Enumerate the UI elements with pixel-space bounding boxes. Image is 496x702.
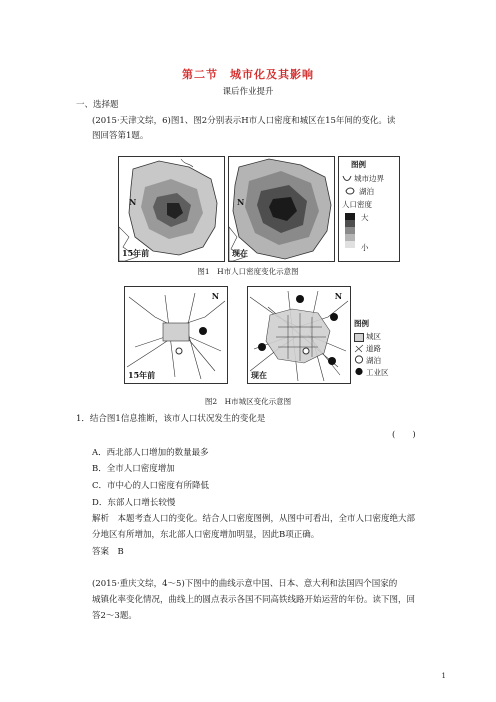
next-intro-line-3: 答2～3题。 [92,611,137,621]
legend-lake: 湖泊 [359,187,374,196]
lake-icon [345,187,355,195]
density-map-now-graphic [229,157,334,261]
page-subtitle: 课后作业提升 [222,87,274,97]
urban-area-icon [354,333,364,342]
answer-line: 答案 B [92,547,124,557]
urban-map-now-graphic [248,287,350,383]
industrial-area-icon [354,367,364,376]
page-title: 第二节 城市化及其影响 [182,68,314,81]
section-heading: 一、选择题 [76,100,119,110]
question-1-stem: 1．结合图1信息推断，该市人口状况发生的变化是 [76,414,266,424]
density-scale-icon [345,213,355,249]
figure2-now-label: 现在 [251,370,267,380]
answer-blank: ( ) [392,430,416,440]
page-number: 1 [441,672,446,680]
figure1-legend [338,156,400,262]
legend-low: 小 [361,243,369,252]
next-intro-line-2: 城镇化率变化情况，曲线上的圆点表示各国不同高铁线路开始运营的年份。读下图，回 [92,595,416,605]
figure1-map-now [228,156,335,262]
figure2-map-before [124,286,228,384]
option-a: A．西北部人口增加的数量最多 [92,448,209,458]
legend-urban: 城区 [366,332,381,341]
legend-high: 大 [361,213,369,222]
figure2-map-now [247,286,351,384]
north-arrow-icon: N [211,291,219,301]
lake-icon [354,355,364,364]
figure1-now-label: 现在 [232,248,248,258]
density-map-before-graphic [119,157,224,261]
legend-border: 城市边界 [354,174,384,183]
legend-lake: 湖泊 [366,356,381,365]
figure1-map-before [118,156,225,262]
border-line-icon [342,174,352,182]
option-b: B．全市人口密度增加 [92,464,175,474]
legend-density-title: 人口密度 [342,200,372,209]
next-intro-line-1: (2015·重庆文综，4～5)下图中的曲线示意中国、日本、意大利和法国四个国家的 [92,579,398,589]
figure2-before-label: 15年前 [128,370,156,380]
legend-title: 图例 [354,319,369,328]
analysis-line-1: 解析 本题考查人口的变化。结合人口密度图例，从图中可看出，全市人口密度绝大部 [92,514,416,524]
legend-industry: 工业区 [366,368,389,377]
legend-road: 道路 [366,344,381,353]
figure2-caption: 图2 H市城区变化示意图 [204,397,292,406]
north-arrow-icon: N [129,197,137,207]
north-arrow-icon: N [334,291,342,301]
north-arrow-icon: N [237,197,245,207]
option-d: D．东部人口增长较慢 [92,498,176,508]
urban-map-before-graphic [125,287,227,383]
intro-line-1: (2015·天津文综，6)图1、图2分别表示H市人口密度和城区在15年间的变化。读 [92,116,396,126]
intro-line-2: 图回答第1题。 [92,131,149,141]
figure1-before-label: 15年前 [122,248,150,258]
figure1-caption: 图1 H市人口密度变化示意图 [197,267,299,276]
analysis-line-2: 分地区有所增加，东北部人口密度增加明显，因此B项正确。 [92,530,320,540]
road-icon [354,344,364,353]
option-c: C．市中心的人口密度有所降低 [92,481,210,491]
figure2-legend [352,318,412,380]
legend-title: 图例 [351,160,366,169]
